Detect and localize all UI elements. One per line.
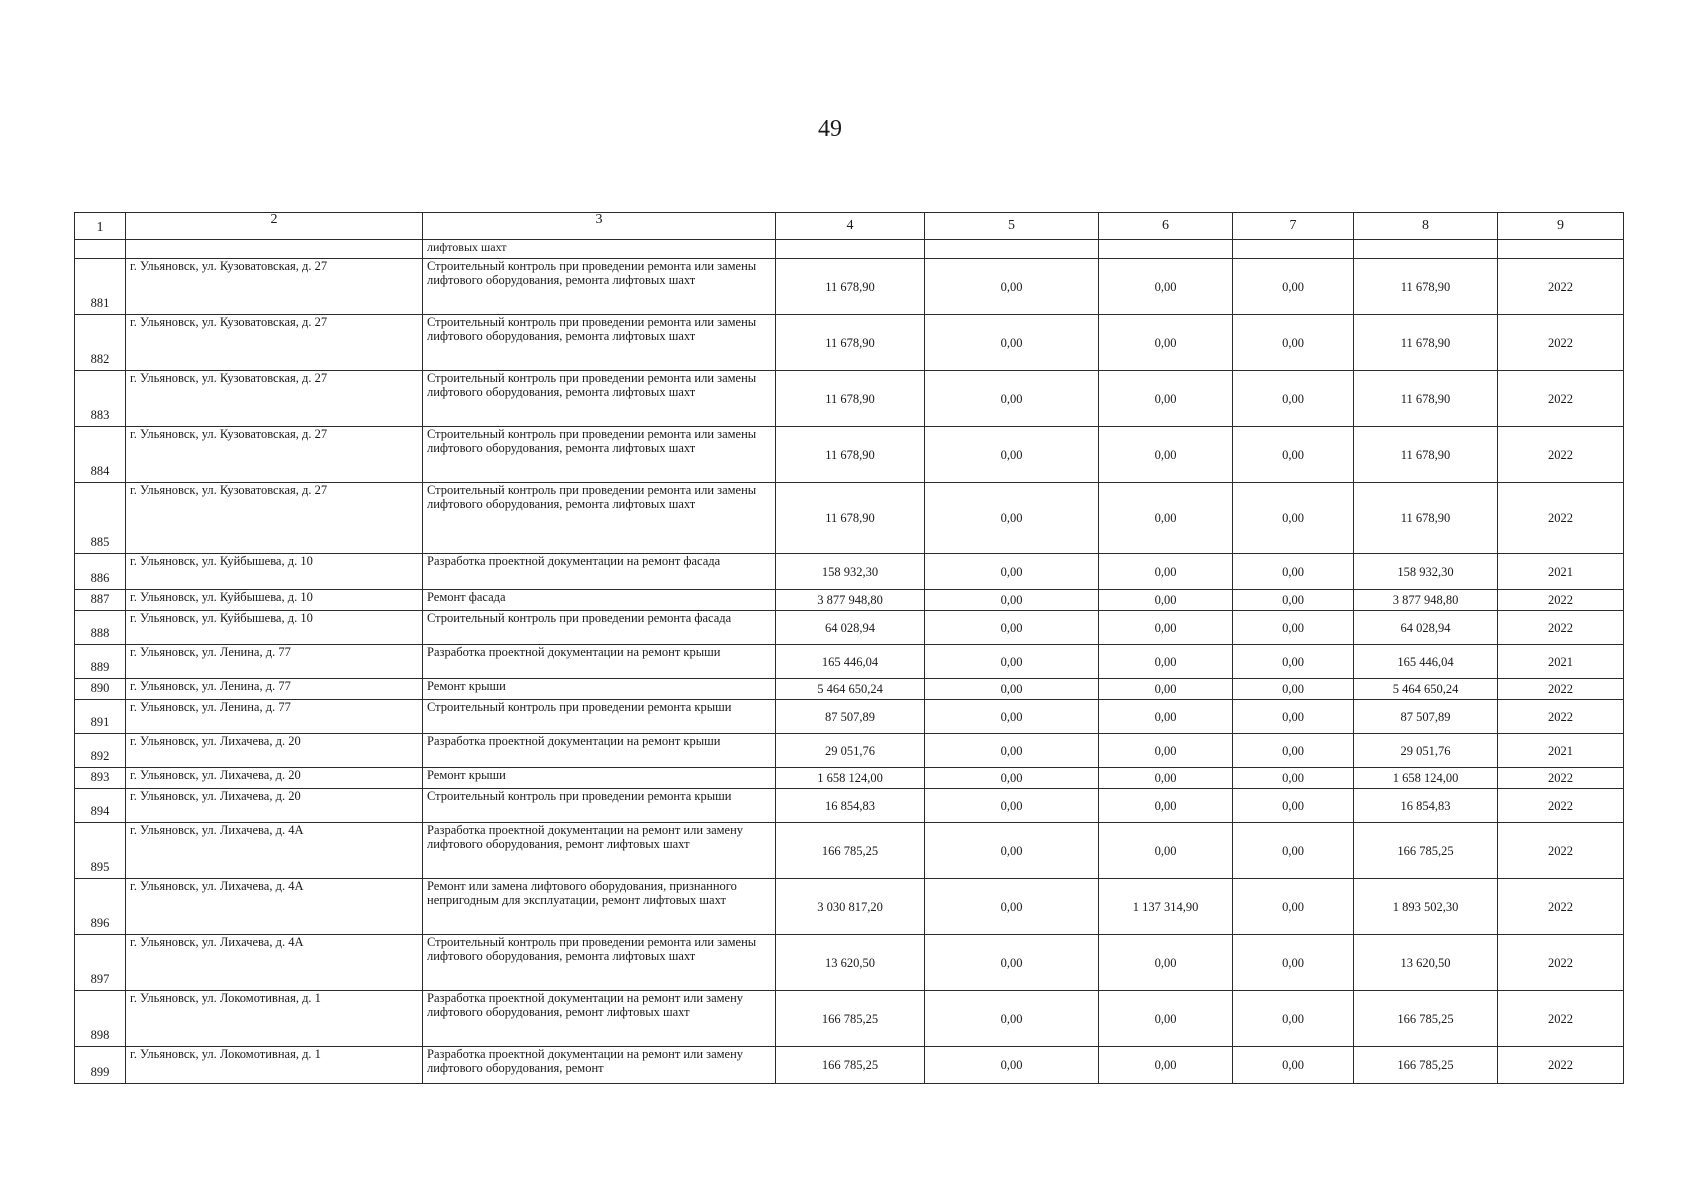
amount-col6: 0,00 [1099,315,1233,371]
amount-col7: 0,00 [1233,823,1354,879]
amount-col7: 0,00 [1233,879,1354,935]
year-cell: 2022 [1498,700,1624,734]
amount-col5: 0,00 [925,611,1099,645]
document-table-container [74,212,1620,1084]
column-header-3: 3 [423,213,776,240]
amount-col6: 0,00 [1099,935,1233,991]
amount-col5: 0,00 [925,1047,1099,1084]
column-header-4: 4 [776,213,925,240]
continuation-cell [776,240,925,259]
amount-col6: 0,00 [1099,734,1233,768]
address-cell: г. Ульяновск, ул. Кузоватовская, д. 27 [126,427,423,483]
amount-col5: 0,00 [925,768,1099,789]
amount-col8: 166 785,25 [1354,823,1498,879]
amount-col7: 0,00 [1233,1047,1354,1084]
amount-col5: 0,00 [925,483,1099,554]
row-number: 890 [75,679,126,700]
page-number: 49 [818,116,842,142]
amount-col4: 11 678,90 [776,371,925,427]
table-row [75,823,1624,879]
row-number: 885 [75,483,126,554]
table-row [75,700,1624,734]
table-row [75,371,1624,427]
amount-col4: 29 051,76 [776,734,925,768]
table-row [75,734,1624,768]
continuation-cell [75,240,126,259]
table-row [75,483,1624,554]
amount-col7: 0,00 [1233,679,1354,700]
table-row [75,991,1624,1047]
year-cell: 2022 [1498,259,1624,315]
work-type-cell: Строительный контроль при проведении ремонта или замены лифтового оборудования, ремонта лифтовых шахт [423,371,776,427]
amount-col7: 0,00 [1233,789,1354,823]
amount-col8: 1 658 124,00 [1354,768,1498,789]
year-cell: 2022 [1498,789,1624,823]
work-type-cell: Ремонт крыши [423,768,776,789]
amount-col5: 0,00 [925,700,1099,734]
amount-col8: 1 893 502,30 [1354,879,1498,935]
amount-col7: 0,00 [1233,259,1354,315]
address-cell: г. Ульяновск, ул. Кузоватовская, д. 27 [126,371,423,427]
amount-col7: 0,00 [1233,734,1354,768]
amount-col8: 13 620,50 [1354,935,1498,991]
address-cell: г. Ульяновск, ул. Кузоватовская, д. 27 [126,315,423,371]
amount-col5: 0,00 [925,789,1099,823]
amount-col4: 5 464 650,24 [776,679,925,700]
amount-col7: 0,00 [1233,483,1354,554]
amount-col5: 0,00 [925,371,1099,427]
amount-col6: 0,00 [1099,259,1233,315]
work-type-cell: Строительный контроль при проведении ремонта или замены лифтового оборудования, ремонта лифтовых шахт [423,427,776,483]
column-header-6: 6 [1099,213,1233,240]
amount-col4: 166 785,25 [776,823,925,879]
amount-col5: 0,00 [925,879,1099,935]
work-type-cell: Строительный контроль при проведении ремонта или замены лифтового оборудования, ремонта лифтовых шахт [423,483,776,554]
year-cell: 2022 [1498,371,1624,427]
amount-col4: 165 446,04 [776,645,925,679]
amount-col7: 0,00 [1233,371,1354,427]
amount-col4: 64 028,94 [776,611,925,645]
amount-col7: 0,00 [1233,590,1354,611]
amount-col4: 16 854,83 [776,789,925,823]
amount-col7: 0,00 [1233,935,1354,991]
column-header-2: 2 [126,213,423,240]
amount-col4: 11 678,90 [776,427,925,483]
row-number: 898 [75,991,126,1047]
continuation-cell [126,240,423,259]
amount-col8: 29 051,76 [1354,734,1498,768]
continuation-cell [1498,240,1624,259]
amount-col7: 0,00 [1233,991,1354,1047]
table-row [75,427,1624,483]
row-number: 886 [75,554,126,590]
amount-col7: 0,00 [1233,700,1354,734]
amount-col8: 166 785,25 [1354,1047,1498,1084]
row-number: 891 [75,700,126,734]
amount-col5: 0,00 [925,734,1099,768]
column-header-5: 5 [925,213,1099,240]
year-cell: 2022 [1498,483,1624,554]
amount-col5: 0,00 [925,590,1099,611]
amount-col6: 0,00 [1099,768,1233,789]
column-header-7: 7 [1233,213,1354,240]
amount-col7: 0,00 [1233,427,1354,483]
table-row [75,590,1624,611]
continuation-cell [925,240,1099,259]
table-row [75,645,1624,679]
row-number: 897 [75,935,126,991]
row-number: 893 [75,768,126,789]
work-type-cell: Строительный контроль при проведении ремонта или замены лифтового оборудования, ремонта лифтовых шахт [423,259,776,315]
amount-col5: 0,00 [925,315,1099,371]
amount-col5: 0,00 [925,935,1099,991]
amount-col5: 0,00 [925,427,1099,483]
address-cell: г. Ульяновск, ул. Куйбышева, д. 10 [126,611,423,645]
year-cell: 2022 [1498,1047,1624,1084]
amount-col4: 3 030 817,20 [776,879,925,935]
amount-col6: 0,00 [1099,991,1233,1047]
amount-col4: 166 785,25 [776,1047,925,1084]
table-row [75,935,1624,991]
amount-col6: 0,00 [1099,789,1233,823]
amount-col6: 1 137 314,90 [1099,879,1233,935]
column-header-8: 8 [1354,213,1498,240]
year-cell: 2022 [1498,427,1624,483]
amount-col8: 3 877 948,80 [1354,590,1498,611]
amount-col6: 0,00 [1099,590,1233,611]
year-cell: 2022 [1498,315,1624,371]
table-row [75,789,1624,823]
work-type-cell: Строительный контроль при проведении ремонта или замены лифтового оборудования, ремонта лифтовых шахт [423,935,776,991]
work-type-cell: Строительный контроль при проведении ремонта крыши [423,700,776,734]
amount-col4: 166 785,25 [776,991,925,1047]
amount-col6: 0,00 [1099,554,1233,590]
amount-col8: 64 028,94 [1354,611,1498,645]
amount-col8: 87 507,89 [1354,700,1498,734]
amount-col4: 13 620,50 [776,935,925,991]
amount-col5: 0,00 [925,823,1099,879]
address-cell: г. Ульяновск, ул. Лихачева, д. 4А [126,879,423,935]
work-type-cell: Разработка проектной документации на ремонт или замену лифтового оборудования, ремонт лифтовых шахт [423,823,776,879]
address-cell: г. Ульяновск, ул. Кузоватовская, д. 27 [126,259,423,315]
amount-col5: 0,00 [925,554,1099,590]
row-number: 887 [75,590,126,611]
column-header-9: 9 [1498,213,1624,240]
address-cell: г. Ульяновск, ул. Лихачева, д. 20 [126,734,423,768]
row-number: 889 [75,645,126,679]
amount-col8: 11 678,90 [1354,483,1498,554]
address-cell: г. Ульяновск, ул. Лихачева, д. 20 [126,789,423,823]
amount-col4: 11 678,90 [776,259,925,315]
amount-col4: 87 507,89 [776,700,925,734]
continuation-text: лифтовых шахт [423,240,776,259]
table-row [75,879,1624,935]
amount-col4: 3 877 948,80 [776,590,925,611]
work-type-cell: Ремонт или замена лифтового оборудования, признанного непригодным для эксплуатации, ремонт лифтовых шахт [423,879,776,935]
work-type-cell: Строительный контроль при проведении ремонта или замены лифтового оборудования, ремонта лифтовых шахт [423,315,776,371]
address-cell: г. Ульяновск, ул. Лихачева, д. 4А [126,935,423,991]
year-cell: 2022 [1498,768,1624,789]
year-cell: 2021 [1498,734,1624,768]
capital-repair-table [74,212,1624,1084]
amount-col6: 0,00 [1099,611,1233,645]
address-cell: г. Ульяновск, ул. Ленина, д. 77 [126,679,423,700]
address-cell: г. Ульяновск, ул. Лихачева, д. 4А [126,823,423,879]
amount-col8: 16 854,83 [1354,789,1498,823]
table-body [75,240,1624,1084]
year-cell: 2022 [1498,823,1624,879]
address-cell: г. Ульяновск, ул. Куйбышева, д. 10 [126,554,423,590]
row-number: 892 [75,734,126,768]
amount-col6: 0,00 [1099,700,1233,734]
address-cell: г. Ульяновск, ул. Кузоватовская, д. 27 [126,483,423,554]
amount-col8: 11 678,90 [1354,315,1498,371]
row-number: 896 [75,879,126,935]
column-header-1: 1 [75,213,126,240]
table-row [75,679,1624,700]
amount-col4: 11 678,90 [776,315,925,371]
amount-col8: 165 446,04 [1354,645,1498,679]
work-type-cell: Разработка проектной документации на ремонт или замену лифтового оборудования, ремонт [423,1047,776,1084]
year-cell: 2022 [1498,611,1624,645]
work-type-cell: Ремонт крыши [423,679,776,700]
year-cell: 2021 [1498,645,1624,679]
work-type-cell: Строительный контроль при проведении ремонта фасада [423,611,776,645]
table-row [75,611,1624,645]
work-type-cell: Ремонт фасада [423,590,776,611]
amount-col5: 0,00 [925,679,1099,700]
address-cell: г. Ульяновск, ул. Лихачева, д. 20 [126,768,423,789]
amount-col8: 11 678,90 [1354,371,1498,427]
row-number: 881 [75,259,126,315]
continuation-cell [1354,240,1498,259]
amount-col8: 5 464 650,24 [1354,679,1498,700]
work-type-cell: Разработка проектной документации на ремонт или замену лифтового оборудования, ремонт лифтовых шахт [423,991,776,1047]
amount-col7: 0,00 [1233,554,1354,590]
table-row [75,315,1624,371]
work-type-cell: Разработка проектной документации на ремонт крыши [423,645,776,679]
address-cell: г. Ульяновск, ул. Куйбышева, д. 10 [126,590,423,611]
amount-col7: 0,00 [1233,645,1354,679]
row-number: 884 [75,427,126,483]
amount-col6: 0,00 [1099,1047,1233,1084]
work-type-cell: Строительный контроль при проведении ремонта крыши [423,789,776,823]
amount-col7: 0,00 [1233,315,1354,371]
row-number: 882 [75,315,126,371]
amount-col5: 0,00 [925,991,1099,1047]
amount-col8: 11 678,90 [1354,259,1498,315]
amount-col4: 158 932,30 [776,554,925,590]
table-row [75,1047,1624,1084]
amount-col7: 0,00 [1233,768,1354,789]
amount-col4: 1 658 124,00 [776,768,925,789]
year-cell: 2022 [1498,679,1624,700]
year-cell: 2022 [1498,879,1624,935]
amount-col6: 0,00 [1099,645,1233,679]
year-cell: 2022 [1498,590,1624,611]
amount-col6: 0,00 [1099,679,1233,700]
amount-col6: 0,00 [1099,427,1233,483]
work-type-cell: Разработка проектной документации на ремонт фасада [423,554,776,590]
amount-col8: 166 785,25 [1354,991,1498,1047]
column-number-header-row [75,213,1624,240]
continuation-cell [1099,240,1233,259]
table-row [75,554,1624,590]
continuation-cell [1233,240,1354,259]
address-cell: г. Ульяновск, ул. Ленина, д. 77 [126,700,423,734]
year-cell: 2021 [1498,554,1624,590]
amount-col6: 0,00 [1099,483,1233,554]
table-row [75,259,1624,315]
amount-col7: 0,00 [1233,611,1354,645]
address-cell: г. Ульяновск, ул. Локомотивная, д. 1 [126,991,423,1047]
amount-col5: 0,00 [925,645,1099,679]
amount-col8: 158 932,30 [1354,554,1498,590]
amount-col4: 11 678,90 [776,483,925,554]
row-number: 895 [75,823,126,879]
table-row [75,768,1624,789]
year-cell: 2022 [1498,991,1624,1047]
row-number: 883 [75,371,126,427]
row-number: 888 [75,611,126,645]
amount-col8: 11 678,90 [1354,427,1498,483]
address-cell: г. Ульяновск, ул. Локомотивная, д. 1 [126,1047,423,1084]
amount-col6: 0,00 [1099,371,1233,427]
row-number: 894 [75,789,126,823]
continuation-row [75,240,1624,259]
work-type-cell: Разработка проектной документации на ремонт крыши [423,734,776,768]
year-cell: 2022 [1498,935,1624,991]
row-number: 899 [75,1047,126,1084]
amount-col5: 0,00 [925,259,1099,315]
amount-col6: 0,00 [1099,823,1233,879]
address-cell: г. Ульяновск, ул. Ленина, д. 77 [126,645,423,679]
